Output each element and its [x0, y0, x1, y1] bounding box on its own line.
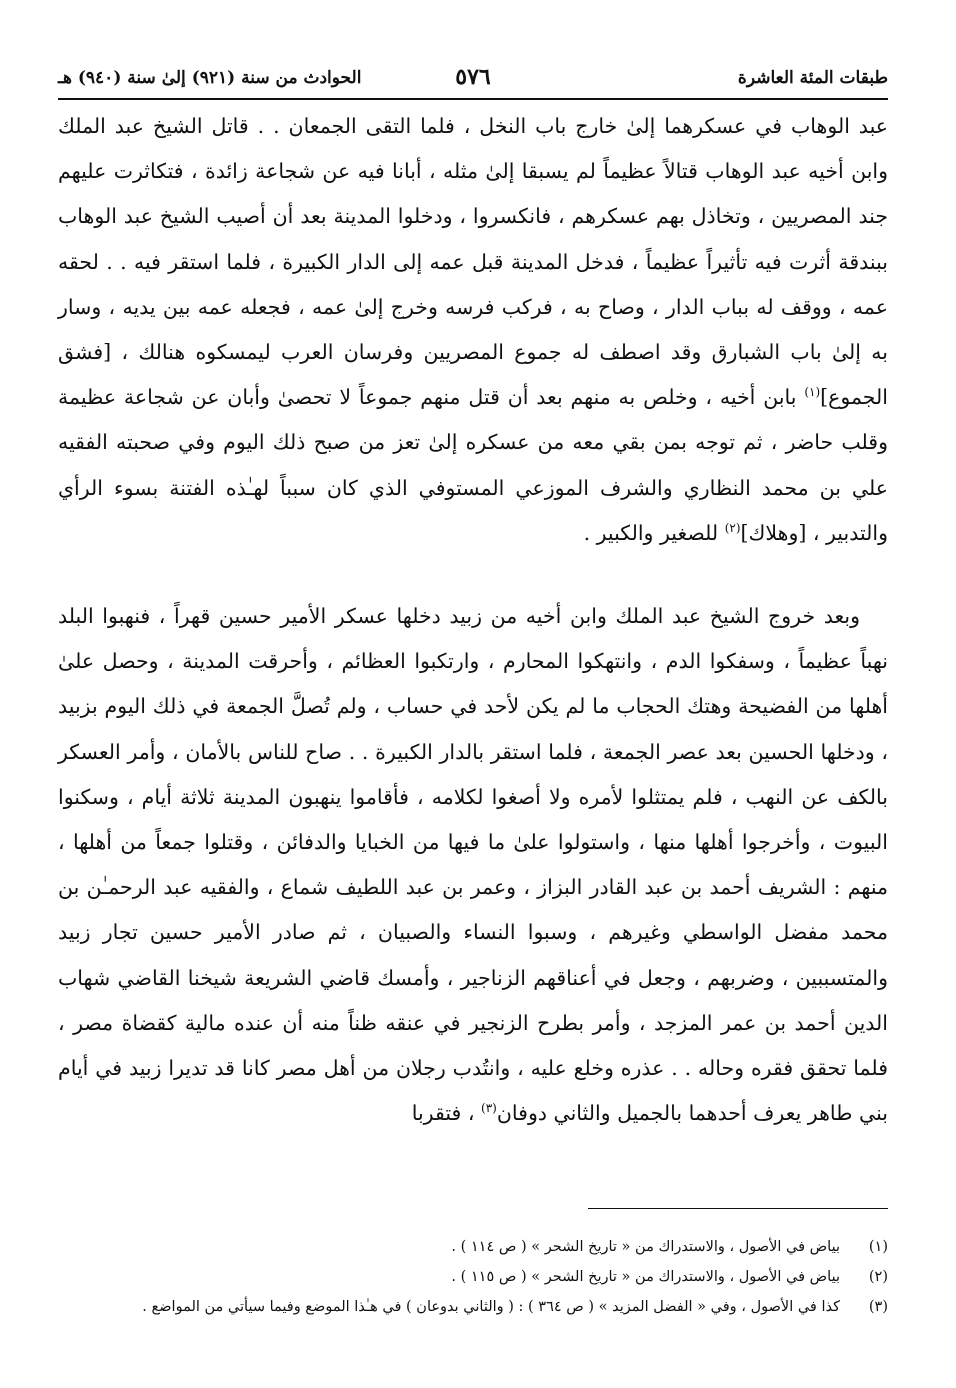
footnote	[58, 1292, 888, 1322]
footnote	[58, 1262, 888, 1292]
footnote	[58, 1232, 888, 1262]
section-title: الحوادث من سنة (٩٢١) إلىٰ سنة (٩٤٠) هـ	[58, 68, 362, 88]
book-page	[58, 60, 888, 1315]
footnote-text: بياض في الأصول ، والاستدراك من « تاريخ الشحر » ( ص ١١٥ ) .	[451, 1269, 840, 1285]
footnote-text: بياض في الأصول ، والاستدراك من « تاريخ الشحر » ( ص ١١٤ ) .	[451, 1239, 840, 1255]
footnote-divider	[588, 1208, 888, 1209]
footnote-ref-2: (٢)	[724, 521, 741, 535]
header-divider	[58, 98, 888, 100]
page-number: ٥٧٦	[455, 64, 491, 90]
footnote-ref-1: (١)	[804, 385, 821, 400]
paragraph-2-text-a: وبعد خروج الشيخ عبد الملك وابن أخيه من زبيد دخلها عسكر الأمير حسين قهراً ، فنهبوا البلد نهباً عظيماً ، وسفكوا الدم ، وانتهكوا المحارم ، وارتكبوا العظائم ، وأحرقت المدينة ، وحصل علىٰ أهلها من الفضيحة وهتك الحجاب ما لم يكن لأحد في حساب ، ولم تُصلَّ الجمعة في ذلك اليوم بزبيد ، ودخلها الحسين بعد عصر الجمعة ، فلما استقر بالدار الكبيرة . . صاح للناس بالأمان ، وأمر العسكر بالكف عن النهب ، فلم يمتثلوا لأمره ولا أصغوا لكلامه ، فأقاموا ينهبون المدينة ثلاثة أيام ، وسكنوا البيوت ، وأخرجوا أهلها منها ، واستولوا علىٰ ما فيها من الخبايا والدفائن ، وقتلوا جمعاً من أهلها ، منهم : الشريف أحمد بن عبد القادر البزاز ، وعمر بن عبد اللطيف شماع ، والفقيه عبد الرحمـٰن بن محمد مفضل الواسطي وغيرهم ، وسبوا النساء والصبيان ، ثم صادر الأمير حسين تجار زبيد والمتسببين ، وضربهم ، وجعل في أعناقهم الزناجير ، وأمسك قاضي الشريعة شيخنا القاضي شهاب الدين أحمد بن عمر المزجد ، وأمر بطرح الزنجير في عنقه ظناً منه أن عنده مالية كقضاة مصر ، فلما تحقق فقره وحاله . . عذره وخلع عليه ، وانتُدب رجلان من أهل مصر كانا قد تديرا زبيد في أيام بني طاهر يعرف أحدهما بالجميل والثاني دوفان	[58, 604, 888, 1126]
footnote-text: كذا في الأصول ، وفي « الفضل المزيد » ( ص ٣٦٤ ) : ( والثاني بدوعان ) في هـٰذا الموضع وفيما سيأتي من المواضع .	[142, 1299, 840, 1315]
paragraph-1	[58, 104, 888, 556]
paragraph-1-text-b: بابن أخيه ، وخلص به منهم بعد أن قتل منهم جموعاً لا تحصىٰ وأبان عن شجاعة عظيمة وقلب حاضر ، ثم توجه بمن بقي معه من عسكره إلىٰ تعز من صبح ذلك اليوم وفي صحبته الفقيه علي بن محمد النظاري والشرف الموزعي المستوفي الذي كان سبباً لهـٰذه الفتنة بسوء الرأي والتدبير ، [وهلاك]	[58, 385, 888, 545]
footnote-number: (٢)	[868, 1269, 888, 1285]
book-title: طبقات المئة العاشرة	[737, 68, 888, 88]
footnote-number: (٣)	[868, 1299, 888, 1315]
paragraph-2-text-b: ، فتقربا	[411, 1101, 482, 1126]
footnotes	[58, 1232, 888, 1322]
footnote-ref-3: (٣)	[481, 1101, 497, 1116]
main-text	[58, 104, 888, 1136]
paragraph-1-text-a: عبد الوهاب في عسكرهما إلىٰ خارج باب النخل ، فلما التقى الجمعان . . قاتل الشيخ عبد الملك وابن أخيه عبد الوهاب قتالاً عظيماً لم يسبقا إلىٰ مثله ، أبانا فيه عن شجاعة زائدة ، فتكاثرت عليهم جند المصريين ، وتخاذل بهم عسكرهم ، فانكسروا ، ودخلوا المدينة بعد أن أصيب الشيخ عبد الوهاب ببندقة أثرت فيه تأثيراً عظيماً ، فدخل المدينة قبل عمه إلى الدار الكبيرة ، فلما استقر فيه . . لحقه عمه ، ووقف له بباب الدار ، وصاح به ، فركب فرسه وخرج إلىٰ عمه ، فجعله عمه بين يديه ، وسار به إلىٰ باب الشبارق وقد اصطف له جموع المصريين وفرسان العرب ليمسكوه هنالك ، [فشق الجموع]	[58, 114, 888, 410]
paragraph-1-text-c: للصغير والكبير .	[583, 520, 725, 545]
footnote-number: (١)	[868, 1239, 888, 1255]
running-header	[58, 60, 888, 94]
paragraph-2	[58, 594, 888, 1136]
